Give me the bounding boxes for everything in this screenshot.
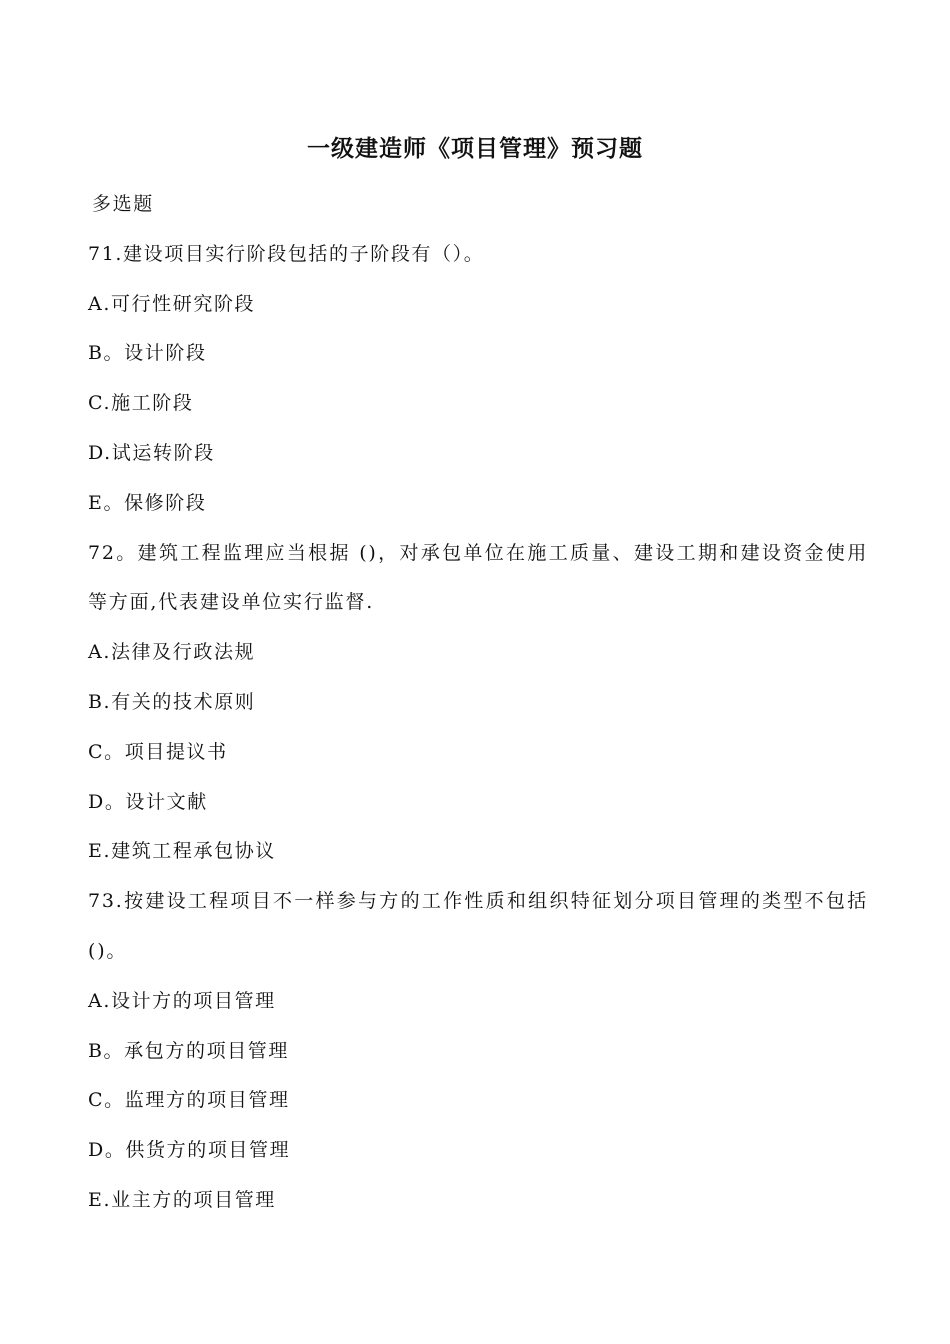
- option-c: C。项目提议书: [88, 740, 228, 763]
- option-e: E。保修阶段: [88, 491, 207, 514]
- option-d: D。设计文献: [88, 790, 208, 813]
- document-title: 一级建造师《项目管理》预习题: [307, 135, 643, 162]
- question-stem: 71.建设项目实行阶段包括的子阶段有（）。: [88, 242, 485, 265]
- question-stem: 72。建筑工程监理应当根据 ()，对承包单位在施工质量、建设工期和建设资金使用等方面,代表建设单位实行监督.: [88, 541, 868, 614]
- section-label: 多选题: [92, 193, 154, 215]
- option-d: D.试运转阶段: [88, 441, 215, 464]
- option-b: B。设计阶段: [88, 342, 207, 365]
- document-body: [88, 180, 868, 1226]
- option-c: C。监理方的项目管理: [88, 1089, 290, 1112]
- question-72: [88, 529, 868, 878]
- option-d: D。供货方的项目管理: [88, 1139, 291, 1162]
- option-e: E.业主方的项目管理: [88, 1188, 276, 1211]
- option-a: A.设计方的项目管理: [88, 989, 276, 1012]
- option-a: A.可行性研究阶段: [88, 292, 256, 315]
- question-stem: 73.按建设工程项目不一样参与方的工作性质和组织特征划分项目管理的类型不包括()。: [88, 890, 868, 962]
- option-a: A.法律及行政法规: [88, 641, 256, 664]
- option-e: E.建筑工程承包协议: [88, 840, 276, 863]
- option-c: C.施工阶段: [88, 392, 194, 415]
- option-b: B。承包方的项目管理: [88, 1039, 289, 1062]
- question-71: [88, 230, 868, 529]
- option-b: B.有关的技术原则: [88, 690, 256, 713]
- question-73: [88, 877, 868, 1226]
